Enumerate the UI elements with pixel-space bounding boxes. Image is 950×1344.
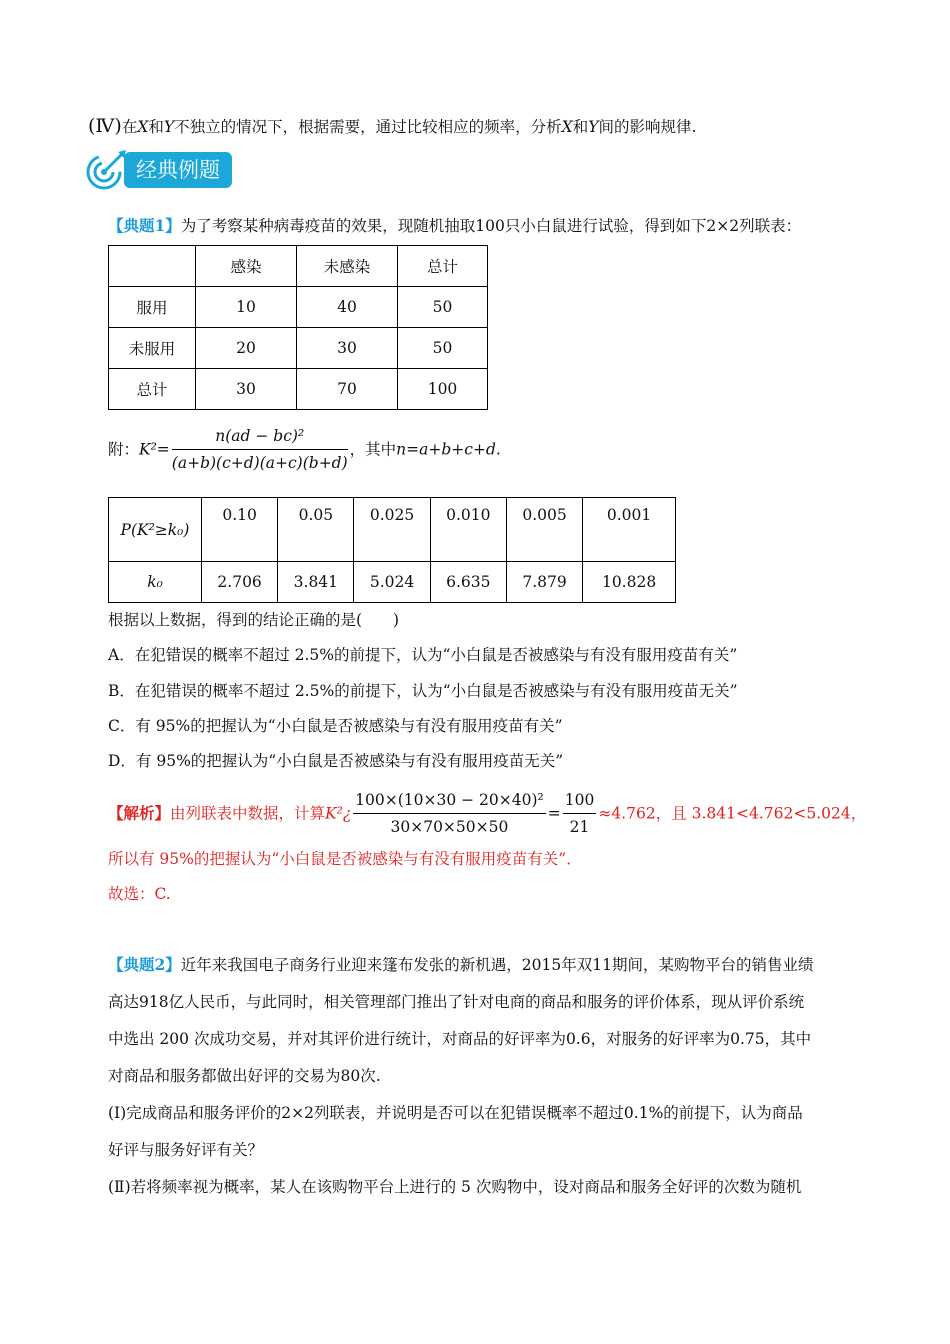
formula-denominator: (a+b)(c+d)(a+c)(b+d) bbox=[171, 454, 348, 472]
solution-k2: K²¿ bbox=[325, 804, 352, 823]
ex1-tag: 【典题1】 bbox=[108, 216, 181, 235]
table-cell: 100 bbox=[398, 369, 488, 410]
table-cell: 30 bbox=[196, 369, 297, 410]
table-cell: 3.841 bbox=[278, 562, 354, 603]
solution-numerator: 100×(10×30 − 20×40)² bbox=[353, 788, 546, 814]
solution-equals: = bbox=[547, 804, 561, 823]
solution-denominator-2: 21 bbox=[569, 818, 590, 836]
table-row bbox=[109, 328, 488, 369]
var-y: Y bbox=[163, 118, 175, 136]
option-d: D．有 95%的把握认为“小白鼠是否被感染与有没有服用疫苗无关” bbox=[108, 752, 564, 770]
table-cell bbox=[109, 562, 202, 603]
table-cell bbox=[109, 246, 196, 287]
intro-text: 间的影响规律. bbox=[598, 118, 697, 136]
table-cell: 10.828 bbox=[583, 562, 676, 603]
table-cell bbox=[109, 498, 202, 562]
intro-text: 和 bbox=[148, 118, 164, 136]
solution-lead: 由列联表中数据，计算 bbox=[170, 804, 326, 823]
table-cell: 10 bbox=[196, 287, 297, 328]
table-cell: 感染 bbox=[196, 246, 297, 287]
ex2-line-7: (Ⅱ)若将频率视为概率，某人在该购物平台上进行的 5 次购物中，设对商品和服务全好评的次数为随机 bbox=[108, 1178, 802, 1196]
table-cell: 总计 bbox=[398, 246, 488, 287]
var-y: Y bbox=[588, 118, 599, 136]
formula-fraction bbox=[172, 424, 348, 475]
solution-line-1 bbox=[108, 788, 866, 839]
table-cell: 70 bbox=[297, 369, 398, 410]
roman-numeral: (Ⅳ) bbox=[88, 115, 122, 137]
table-cell: 0.001 bbox=[583, 498, 676, 562]
table-cell: 未感染 bbox=[297, 246, 398, 287]
option-b: B．在犯错误的概率不超过 2.5%的前提下，认为“小白鼠是否被感染与有没有服用疫苗无关” bbox=[108, 682, 738, 700]
table-cell: 2.706 bbox=[202, 562, 278, 603]
solution-denominator: 30×70×50×50 bbox=[390, 818, 509, 836]
solution-tag: 【解析】 bbox=[108, 803, 171, 823]
p-label: P(K²≥k₀) bbox=[120, 520, 190, 539]
ex2-line-4: 对商品和服务都做出好评的交易为80次. bbox=[108, 1067, 381, 1085]
var-x: X bbox=[561, 118, 573, 136]
table-cell: 未服用 bbox=[109, 328, 196, 369]
k0-label: k₀ bbox=[147, 573, 163, 591]
table-cell: 服用 bbox=[109, 287, 196, 328]
table-cell: 总计 bbox=[109, 369, 196, 410]
var-x: X bbox=[137, 118, 149, 136]
solution-fraction bbox=[353, 788, 546, 839]
solution-tail: ≈4.762，且 3.841<4.762<5.024， bbox=[598, 804, 867, 823]
ex2-text: 近年来我国电子商务行业迎来篷布发张的新机遇，2015年双11期间，某购物平台的销售业绩 bbox=[180, 956, 814, 974]
ex1-question-line bbox=[108, 216, 801, 236]
solution-line-3: 故选：C. bbox=[108, 885, 171, 903]
table-cell: 0.010 bbox=[430, 498, 506, 562]
formula-suffix: ，其中 bbox=[349, 440, 397, 459]
ex2-line-1 bbox=[108, 955, 813, 975]
intro-line bbox=[88, 116, 696, 137]
table-cell: 0.005 bbox=[506, 498, 582, 562]
intro-text: 和 bbox=[572, 118, 589, 136]
table-cell: 7.879 bbox=[506, 562, 582, 603]
ex2-line-5: (Ⅰ)完成商品和服务评价的2×2列联表，并说明是否可以在犯错误概率不超过0.1%的前提下，认为商品 bbox=[108, 1104, 803, 1122]
table-cell: 30 bbox=[297, 328, 398, 369]
formula-k2: K²= bbox=[139, 440, 170, 459]
table-row bbox=[109, 287, 488, 328]
table-cell: 20 bbox=[196, 328, 297, 369]
table-cell: 40 bbox=[297, 287, 398, 328]
table-cell: 5.024 bbox=[354, 562, 430, 603]
section-title: 经典例题 bbox=[124, 152, 232, 188]
ex2-line-6: 好评与服务好评有关？ bbox=[108, 1141, 264, 1159]
intro-text: 在 bbox=[121, 118, 138, 136]
option-a: A．在犯错误的概率不超过 2.5%的前提下，认为“小白鼠是否被感染与有没有服用疫苗有关” bbox=[108, 646, 738, 664]
table-cell: 0.05 bbox=[278, 498, 354, 562]
ex1-prompt: 根据以上数据，得到的结论正确的是( ) bbox=[108, 611, 400, 629]
table-cell: 0.10 bbox=[202, 498, 278, 562]
option-c: C．有 95%的把握认为“小白鼠是否被感染与有没有服用疫苗有关” bbox=[108, 717, 563, 735]
formula-end: . bbox=[495, 440, 501, 459]
formula-where: n=a+b+c+d bbox=[396, 440, 496, 459]
critical-value-table bbox=[108, 497, 676, 603]
k2-formula bbox=[108, 424, 501, 475]
table-cell: 50 bbox=[398, 328, 488, 369]
ex2-line-3: 中选出 200 次成功交易，并对其评价进行统计，对商品的好评率为0.6，对服务的好评率为0.75，其中 bbox=[108, 1030, 812, 1048]
solution-line-2: 所以有 95%的把握认为“小白鼠是否被感染与有没有服用疫苗有关”． bbox=[108, 850, 582, 868]
formula-prefix: 附： bbox=[108, 440, 140, 459]
ex2-tag: 【典题2】 bbox=[108, 955, 181, 974]
table-row bbox=[109, 369, 488, 410]
ex1-question: 为了考察某种病毒疫苗的效果，现随机抽取100只小白鼠进行试验，得到如下2×2列联表： bbox=[180, 217, 802, 235]
table-row bbox=[109, 498, 676, 562]
solution-fraction-2 bbox=[563, 788, 597, 839]
contingency-table bbox=[108, 245, 488, 410]
formula-numerator: n(ad − bc)² bbox=[172, 424, 348, 450]
solution-numerator-2: 100 bbox=[563, 788, 597, 814]
table-cell: 6.635 bbox=[430, 562, 506, 603]
table-header-row bbox=[109, 246, 488, 287]
table-cell: 0.025 bbox=[354, 498, 430, 562]
ex2-line-2: 高达918亿人民币，与此同时，相关管理部门推出了针对电商的商品和服务的评价体系，现从评价系统 bbox=[108, 993, 805, 1011]
intro-text: 不独立的情况下，根据需要，通过比较相应的频率，分析 bbox=[174, 118, 562, 136]
table-cell: 50 bbox=[398, 287, 488, 328]
table-row bbox=[109, 562, 676, 603]
